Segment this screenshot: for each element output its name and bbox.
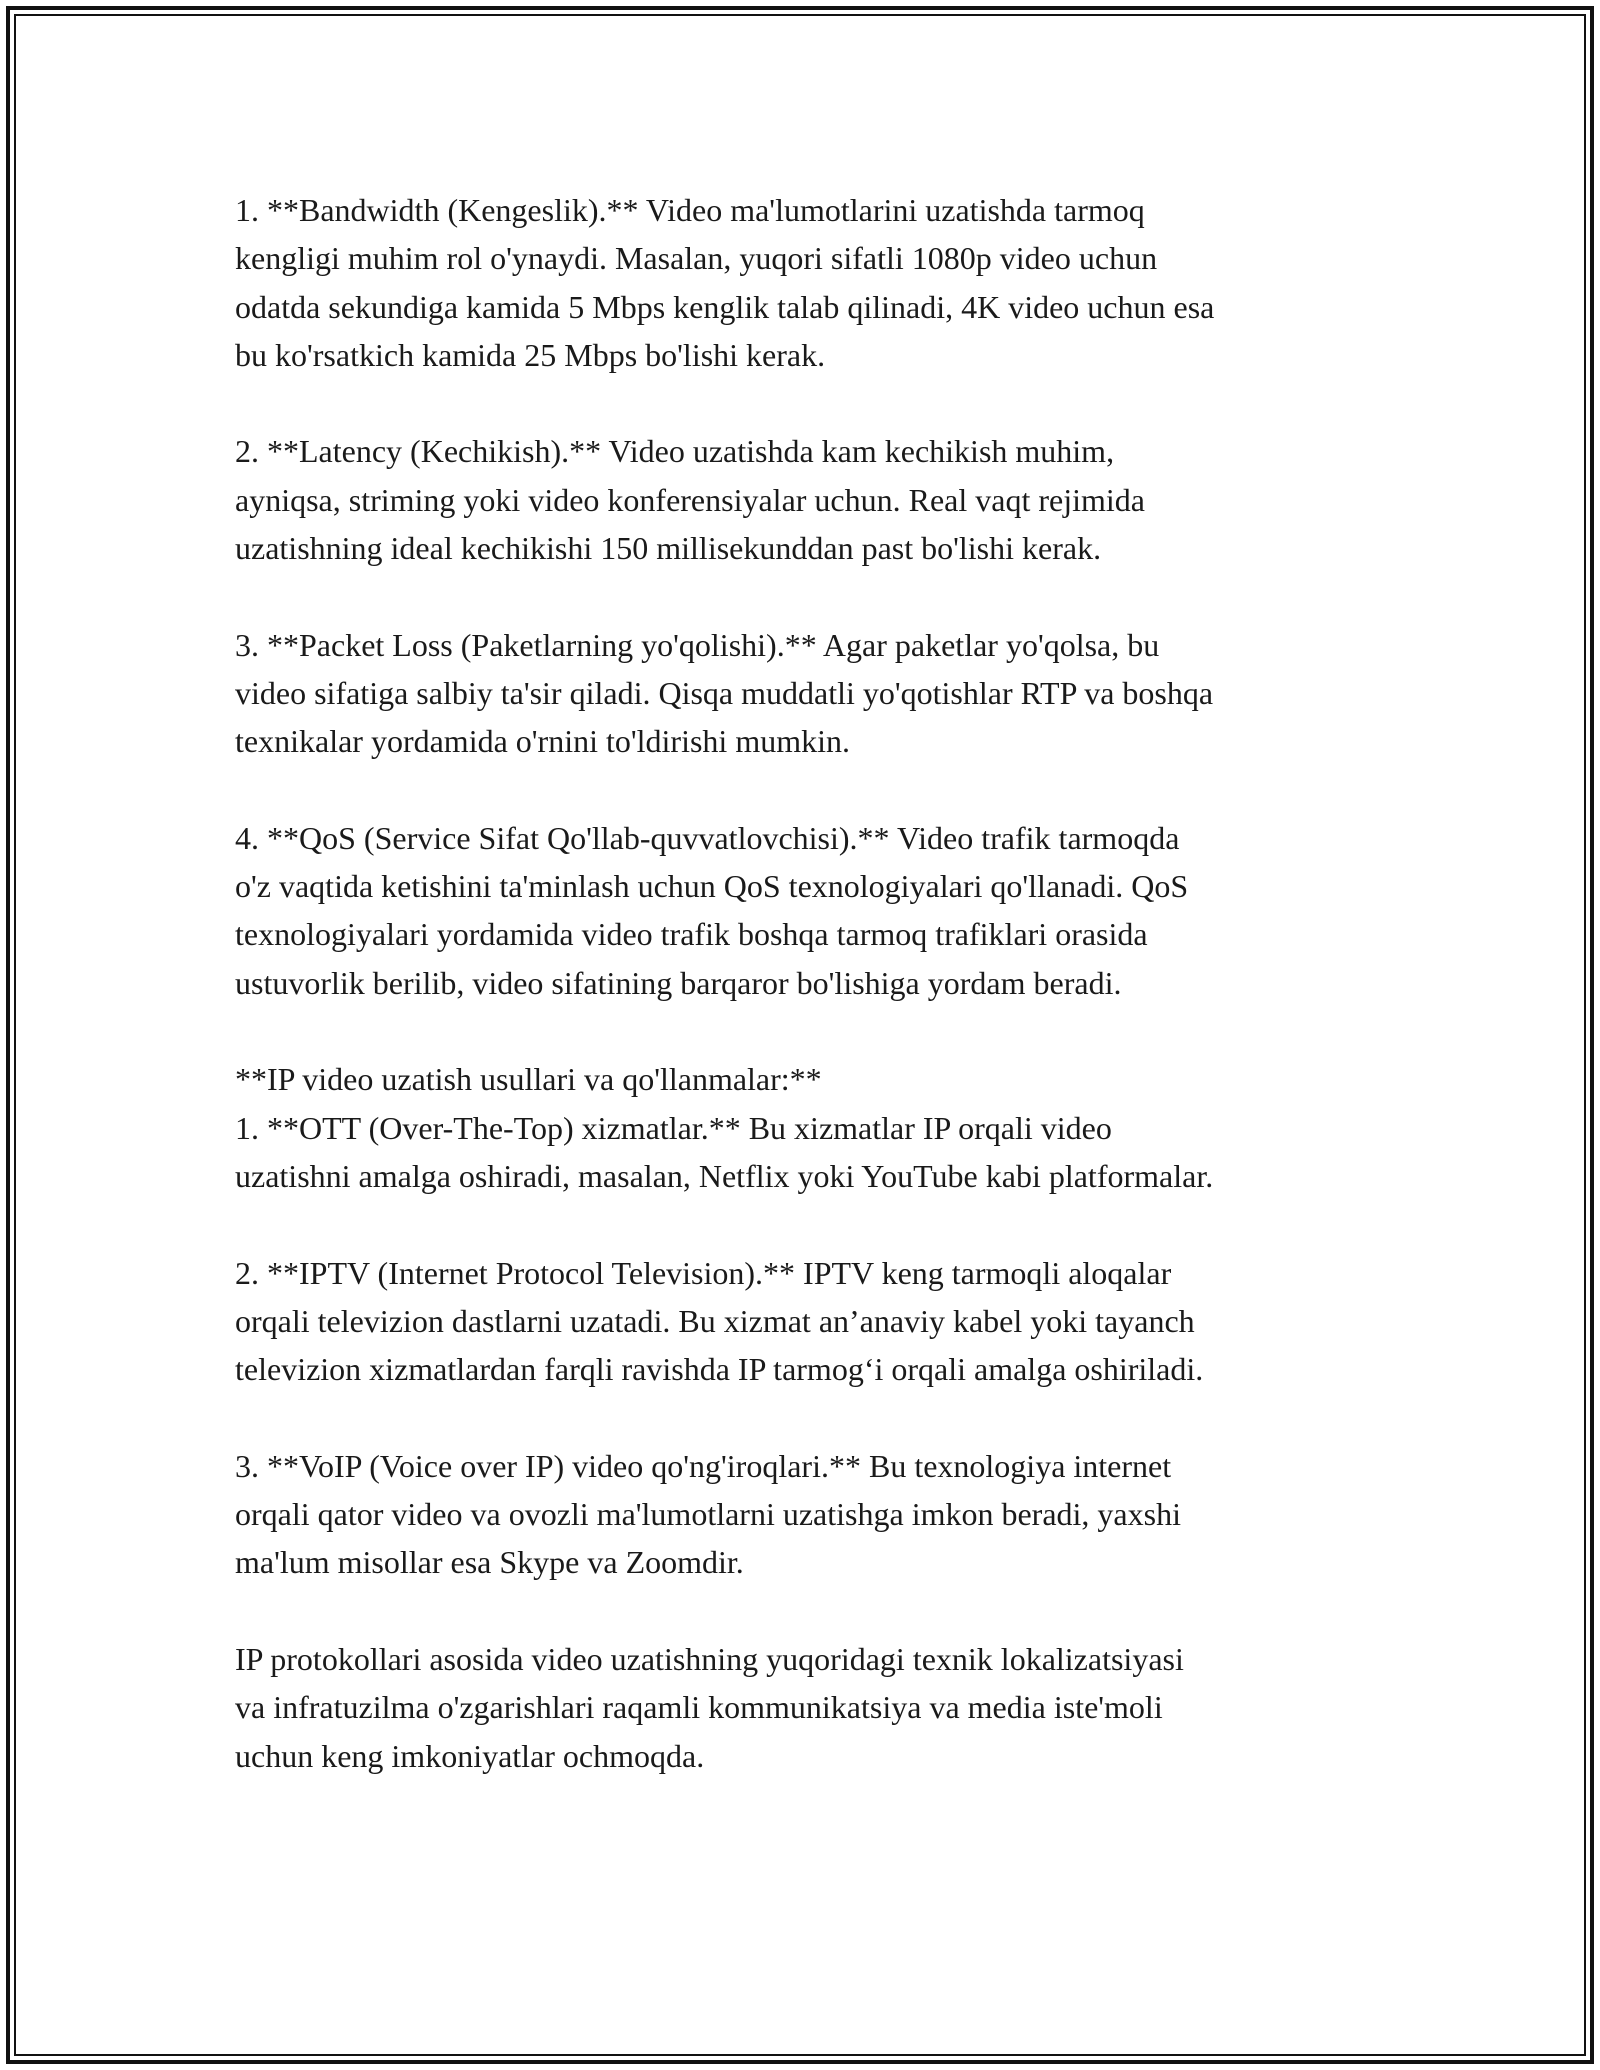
text-line: ayniqsa, striming yoki video konferensiyalar uchun. Real vaqt rejimida: [235, 481, 1145, 518]
text-line: kengligi muhim rol o'ynaydi. Masalan, yuqori sifatli 1080p video uchun: [235, 240, 1158, 277]
text-line: odatda sekundiga kamida 5 Mbps kenglik talab qilinadi, 4K video uchun esa: [235, 288, 1215, 325]
text-line: televizion xizmatlardan farqli ravishda IP tarmog‘i orqali amalga oshiriladi.: [235, 1351, 1204, 1388]
text-line: video sifatiga salbiy ta'sir qiladi. Qisqa muddatli yo'qotishlar RTP va boshqa: [235, 674, 1214, 711]
paragraph-packet-loss: [235, 621, 1385, 766]
text-line: 2. **Latency (Kechikish).** Video uzatishda kam kechikish muhim,: [235, 433, 1115, 470]
text-line: texnikalar yordamida o'rnini to'ldirishi mumkin.: [235, 723, 850, 760]
document-body: [235, 186, 1385, 1780]
text-line: va infratuzilma o'zgarishlari raqamli kommunikatsiya va media iste'moli: [235, 1689, 1163, 1726]
text-line: 4. **QoS (Service Sifat Qo'llab-quvvatlovchisi).** Video trafik tarmoqda: [235, 819, 1180, 856]
text-line: 3. **Packet Loss (Paketlarning yo'qolishi).** Agar paketlar yo'qolsa, bu: [235, 626, 1160, 663]
text-line: uzatishning ideal kechikishi 150 millisekunddan past bo'lishi kerak.: [235, 530, 1102, 567]
text-line: uchun keng imkoniyatlar ochmoqda.: [235, 1737, 705, 1774]
section-heading: **IP video uzatish usullari va qo'llanmalar:**: [235, 1061, 822, 1098]
paragraph-latency: [235, 427, 1385, 572]
text-line: orqali televizion dastlarni uzatadi. Bu xizmat an’anaviy kabel yoki tayanch: [235, 1302, 1195, 1339]
text-line: 3. **VoIP (Voice over IP) video qo'ng'iroqlari.** Bu texnologiya internet: [235, 1447, 1172, 1484]
text-line: 1. **OTT (Over-The-Top) xizmatlar.** Bu xizmatlar IP orqali video: [235, 1109, 1112, 1146]
text-line: IP protokollari asosida video uzatishning yuqoridagi texnik lokalizatsiyasi: [235, 1640, 1184, 1677]
paragraph-conclusion: [235, 1635, 1385, 1780]
paragraph-qos: [235, 814, 1385, 1007]
paragraph-bandwidth: [235, 186, 1385, 379]
text-line: orqali qator video va ovozli ma'lumotlarni uzatishga imkon beradi, yaxshi: [235, 1496, 1181, 1533]
text-line: ustuvorlik berilib, video sifatining barqaror bo'lishiga yordam beradi.: [235, 964, 1122, 1001]
text-line: ma'lum misollar esa Skype va Zoomdir.: [235, 1544, 744, 1581]
paragraph-voip: [235, 1442, 1385, 1587]
text-line: o'z vaqtida ketishini ta'minlash uchun QoS texnologiyalari qo'llanadi. QoS: [235, 868, 1189, 905]
text-line: 2. **IPTV (Internet Protocol Television).** IPTV keng tarmoqli aloqalar: [235, 1254, 1172, 1291]
paragraph-ott: [235, 1055, 1385, 1200]
text-line: 1. **Bandwidth (Kengeslik).** Video ma'lumotlarini uzatishda tarmoq: [235, 192, 1145, 228]
paragraph-iptv: [235, 1249, 1385, 1394]
text-line: bu ko'rsatkich kamida 25 Mbps bo'lishi kerak.: [235, 336, 826, 373]
text-line: uzatishni amalga oshiradi, masalan, Netflix yoki YouTube kabi platformalar.: [235, 1157, 1214, 1194]
text-line: texnologiyalari yordamida video trafik boshqa tarmoq trafiklari orasida: [235, 916, 1148, 953]
